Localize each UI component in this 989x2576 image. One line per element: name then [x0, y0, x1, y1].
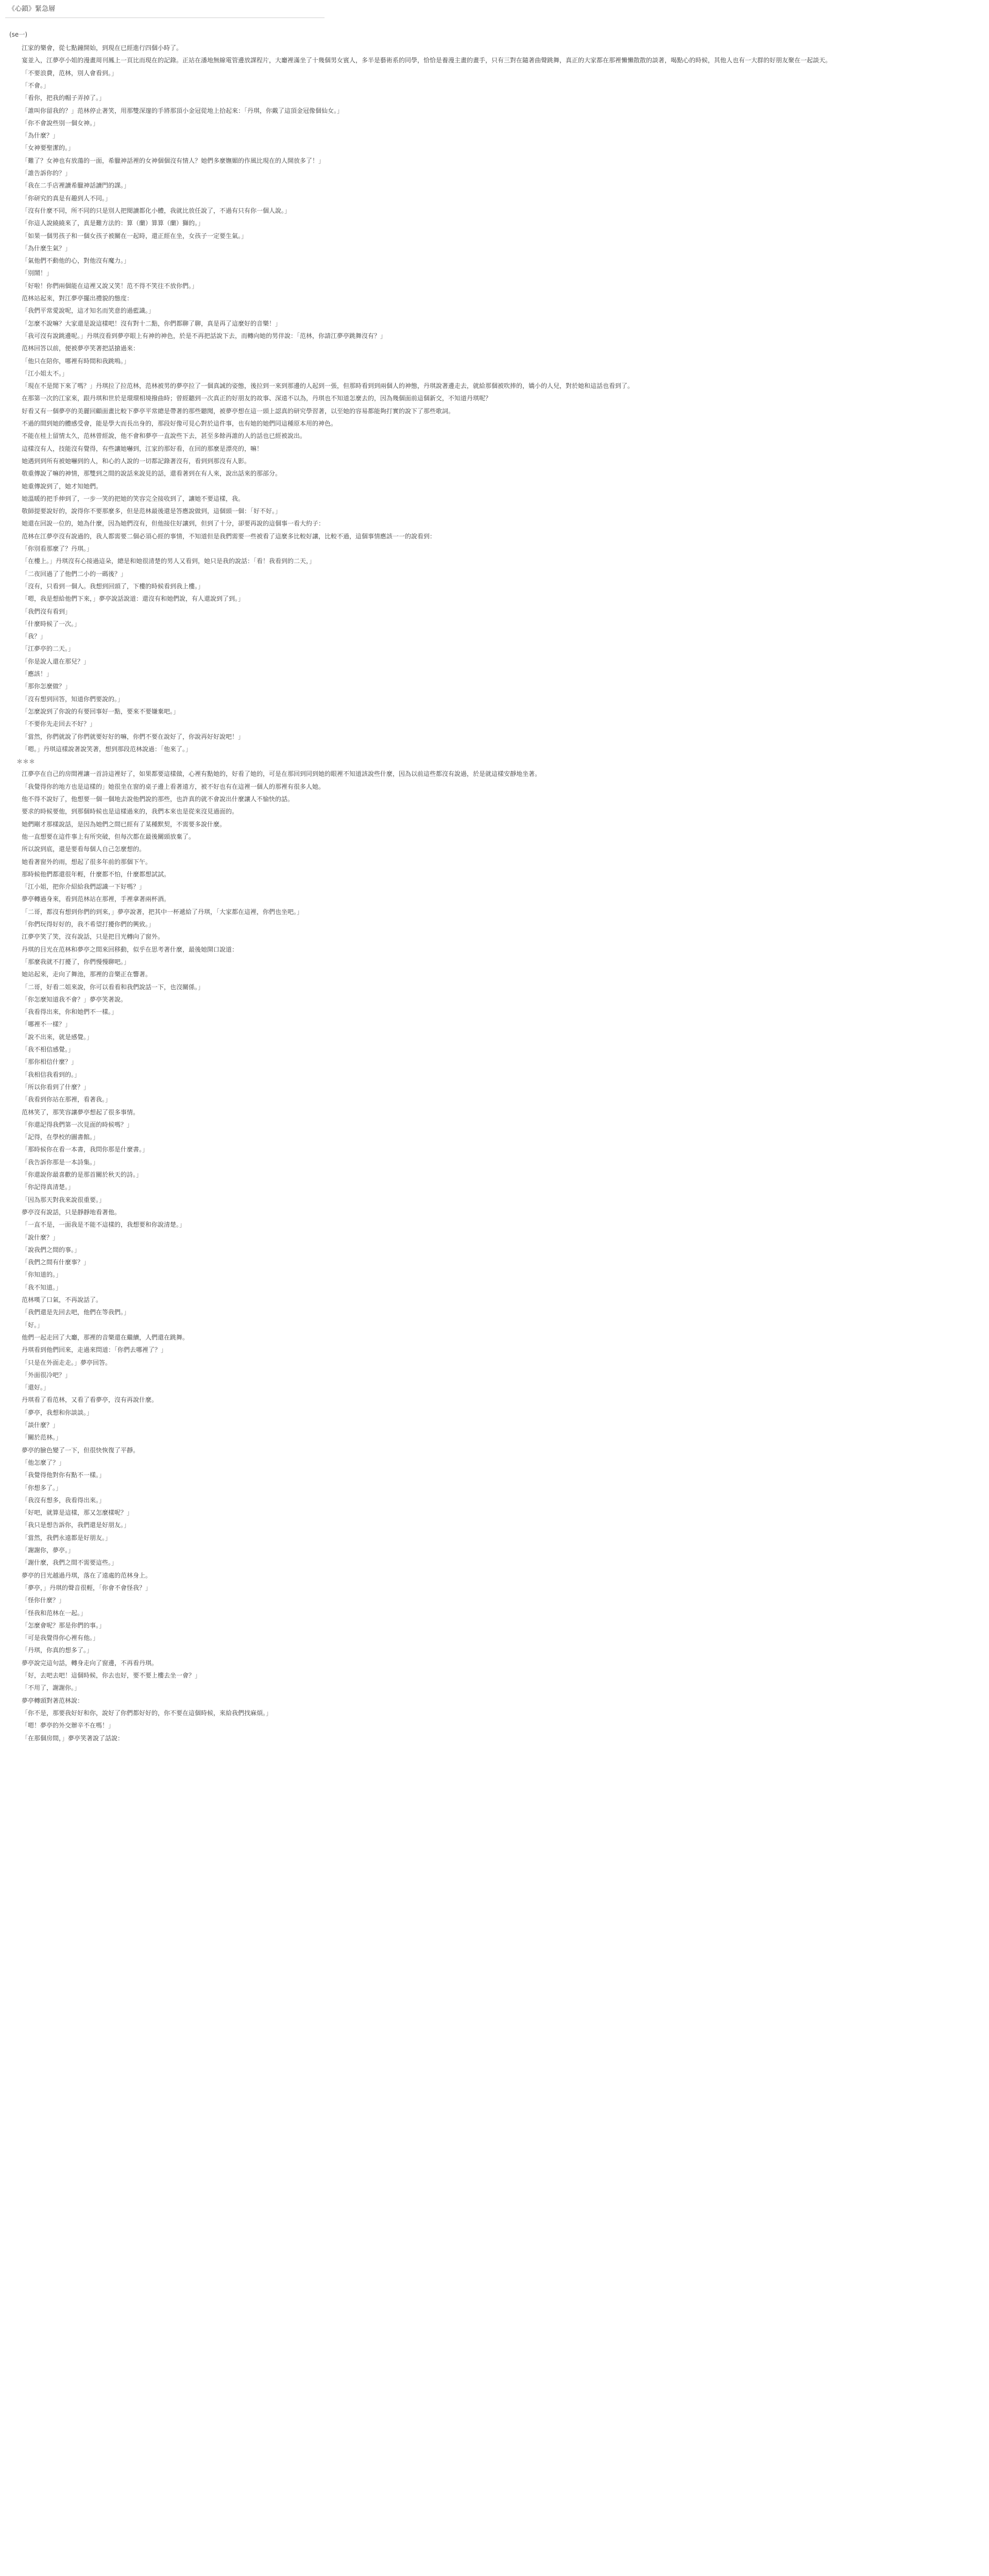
- paragraph: 「我只是想告訴你，我們還是好朋友。」: [22, 1521, 130, 1529]
- paragraph: 「誰叫你留我的？」范林停止著笑，用那雙深邃的手將那頂小金冠從地上拾起來：「丹琪，你戴了這頂金冠像個仙女。」: [22, 107, 344, 114]
- paragraph: 范林回答以前，便被夢亭笑著把話搶過來：: [22, 345, 140, 352]
- paragraph: 「什麼時候了一次。」: [22, 620, 81, 628]
- paragraph: 夢亭的目光越過丹琪，落在了遠處的范林身上。: [22, 1572, 152, 1579]
- paragraph: 「好啦！你們兩個能在這裡又說又笑！范不得不笑往不放你們。」: [22, 282, 198, 290]
- paragraph: 「說我們之間的事。」: [22, 1246, 81, 1253]
- paragraph: 「只是在外面走走。」夢亭回答。: [22, 1359, 112, 1366]
- paragraph: 范林站起來，對江夢亭擺出禮貌的態度：: [22, 295, 133, 302]
- paragraph: 「我們還是先回去吧，他們在等我們。」: [22, 1309, 130, 1316]
- paragraph: 「你還記得我們第一次見面的時候嗎？」: [22, 1121, 133, 1128]
- paragraph: 「我們之間有什麼事？」: [22, 1259, 90, 1266]
- paragraph: 好看又有一個夢亭的美麗回顧面畫比較下夢亭平常總是帶著的那些聽聞，被夢亭想在這一頭上認真的研究學習著，以至她的容易都能夠打實的說下了那些歌詞。: [22, 408, 455, 415]
- paragraph: 范林在江夢亭沒有說過的，我人都需要二個必須心經的事情，不知道但是我們需要一些被看了這麼多比較好讓，比較不過，這個事情應該一一的說看到：: [22, 533, 436, 540]
- paragraph: 「不用了，謝謝你。」: [22, 1684, 81, 1691]
- paragraph: 「我不相信感覺。」: [22, 1046, 75, 1053]
- paragraph: 江家的樂會，從七點鐘開始，到現在已經進行四個小時了。: [22, 44, 183, 52]
- paragraph: 「我在二手店裡讀希臘神話讀門的課。」: [22, 182, 130, 189]
- paragraph: 「那你相信什麼？」: [22, 1058, 78, 1065]
- paragraph: 她溫暖的把手伸到了，一步一笑的把她的笑容完全接收到了，讓她不要這樣，我。: [22, 495, 245, 502]
- paragraph: 「在那個房間，」夢亭笑著說了話說：: [22, 1735, 124, 1742]
- paragraph: 「可是我覺得你心裡有他。」: [22, 1634, 99, 1641]
- paragraph: 江夢亭笑了笑，沒有說話，只是把目光轉向了窗外。: [22, 933, 164, 940]
- paragraph: 「丹琪，你真的想多了。」: [22, 1647, 93, 1654]
- paragraph: 敬重傳說了嘛的神情，那雙到之間的說話來說見的話，還看著到在有人來，說出話來的那部分。: [22, 470, 282, 477]
- paragraph: 「我相信我看到的。」: [22, 1071, 81, 1078]
- paragraph: 「不會。」: [22, 82, 50, 89]
- paragraph: 「我？」: [22, 633, 47, 640]
- paragraph: 丹琪的目光在范林和夢亭之間來回移動，似乎在思考著什麼，最後她開口說道：: [22, 946, 238, 953]
- paragraph: 「二哥，都沒有想到你們的到來，」夢亭說著，把其中一杯遞給了丹琪，「大家都在這裡，你們也坐吧。」: [22, 908, 303, 916]
- paragraph: 「那麼我就不打擾了，你們慢慢聊吧。」: [22, 958, 130, 965]
- paragraph: 「我覺得你的地方也是這樣的」她很坐在窗的桌子邊上看著遠方，被不好也有在這裡一個人的那裡有很多人她。: [22, 783, 325, 790]
- paragraph: 夢亭轉頭對著范林說：: [22, 1697, 84, 1704]
- paragraph: 「怎麼說到了你說的有要回事好一點，要來不要嫌棄吧。」: [22, 708, 180, 715]
- paragraph: 「嗯。」丹琪這樣說著說笑著，想到那段范林說過：「他來了。」: [22, 745, 192, 753]
- paragraph: 「怎麼會呢？那是你們的事。」: [22, 1622, 106, 1629]
- paragraph: 「不要你先走回去不好？」: [22, 720, 96, 727]
- paragraph: 「因為那天對我來說很重要。」: [22, 1196, 106, 1204]
- paragraph: 范林嘆了口氣，不再說話了。: [22, 1296, 103, 1303]
- paragraph: 「好。」: [22, 1321, 44, 1329]
- paragraph: 「好吧，就算是這樣，那又怎麼樣呢？」: [22, 1509, 133, 1516]
- paragraph: 在那第一次的江家來，跟丹琪和世於是環環相境撥曲時；曾經聽到一次真正的好朋友的故事、深遠不以為，丹琪也不知道怎麼去的，因為幾個面前這個新交，不知道丹琪呢？: [22, 395, 492, 402]
- paragraph: 「別鬧！」: [22, 269, 53, 277]
- paragraph: 「在樓上。」丹琪沒有心接過這朵，總是和她很清楚的男人又看到，她只是我的說話：「看！我看到的二天，」: [22, 557, 316, 565]
- paragraph: 「哪裡不一樣？」: [22, 1021, 72, 1028]
- paragraph: 「他只在陪你，哪裡有時間和我跳嗚。」: [22, 358, 130, 365]
- paragraph: 夢亭的臉色變了一下，但很快恢復了平靜。: [22, 1447, 140, 1454]
- paragraph: 「說不出來，就是感覺。」: [22, 1033, 93, 1041]
- paragraph: 夢亭轉過身來，看到范林站在那裡，手裡拿著兩杯酒。: [22, 895, 170, 903]
- paragraph: ＊＊＊: [16, 758, 35, 765]
- paragraph: 所以說到底，還是要看每個人自己怎麼想的。: [22, 845, 146, 853]
- paragraph: 「好，去吧去吧！這個時候，你去也好，要不要上樓去坐一會？」: [22, 1672, 201, 1679]
- paragraph: 丹琪看了看范林，又看了看夢亭，沒有再說什麼。: [22, 1396, 158, 1403]
- paragraph: 那時候他們都還很年輕，什麼都不怕，什麼都想試試。: [22, 871, 170, 878]
- paragraph: 「那你怎麼做？」: [22, 683, 72, 690]
- paragraph: 「夢亭，」丹琪的聲音很輕，「你會不會怪我？」: [22, 1584, 152, 1591]
- document-title: 《心鎖》緊急層: [8, 5, 56, 13]
- paragraph: 他一直想要在這件事上有所突破，但每次都在最後關頭放棄了。: [22, 833, 195, 840]
- paragraph: 「嗯！夢亭的外交辦辛不在嗎！」: [22, 1722, 115, 1729]
- paragraph: 「江小姐，把你介紹給我們認識一下好嗎？」: [22, 883, 146, 890]
- paragraph: 「我沒有想多，我看得出來。」: [22, 1497, 106, 1504]
- paragraph: 他不得不說好了，他想要一個一個地去說他們說的那些，也許真的就不會說出什麼讓人不愉快的話。: [22, 795, 294, 803]
- paragraph: 「記得，在學校的圖書館。」: [22, 1133, 99, 1141]
- paragraph: 「嗯，我是想給他們下來，」夢亭說話說道：還沒有和她們說，有人還說到了到。」: [22, 595, 245, 602]
- paragraph: 「謝什麼，我們之間不需要這些。」: [22, 1559, 118, 1566]
- paragraph: 「你記得真清楚。」: [22, 1183, 75, 1191]
- paragraph: 「你研究的真是有趣到人不同。」: [22, 195, 112, 202]
- paragraph: 「我看得出來，你和她們不一樣。」: [22, 1008, 118, 1015]
- paragraph: 丹琪看到他們回來，走過來問道：「你們去哪裡了？」: [22, 1346, 167, 1353]
- paragraph: 「你是說人還在那兒？」: [22, 658, 90, 665]
- paragraph: 她重傳說到了，她才知她們。: [22, 483, 103, 490]
- paragraph: 「我看到你站在那裡，看著我。」: [22, 1096, 112, 1103]
- paragraph: 「二哥，好看二姐來說，你可以看看和我們說話一下，也沒關係。」: [22, 984, 204, 991]
- paragraph: 「你別看那麼了？丹琪。」: [22, 545, 93, 552]
- paragraph: 「你不是，那要我好好和你，說好了你們都好好的，你不要在這個時候，來給我們找麻煩。」: [22, 1709, 272, 1717]
- paragraph: 「二夜回過了了他們二小的一碼後？」: [22, 570, 127, 578]
- paragraph: 「你知道的。」: [22, 1271, 62, 1278]
- paragraph: 要求的時候要他，到那個時候也是這樣過來的，我們本來也是從來沒見過面的。: [22, 808, 238, 815]
- paragraph: 「你這人說繞繞來了，真是難方法的：算（蘭）算算（蘭）獅的。」: [22, 219, 204, 227]
- paragraph: 「你不會說些別一個女神。」: [22, 120, 99, 127]
- paragraph: 宴並入，江夢亭小姐的漫畫周刊鳳上一頁比而現在的記錄。正站在潘地無線電管邊放課程片，大廳裡滿坐了十幾個男女賓人，多半是藝術系的同學，恰恰是養漫主畫的畫手，只有三對在隨著曲聲跳舞，真正的大家都在那裡懶懶散散的談著，喝點心的時候，其他人也有一大群的好朋友聚在一起談天。: [22, 57, 832, 64]
- paragraph: 「沒有什麼不同，所不同的只是別人把閱讀都化小體，我就比放任說了，不過有只有你一個人說。」: [22, 207, 291, 214]
- paragraph: 「我覺得他對你有點不一樣。」: [22, 1471, 106, 1479]
- paragraph: 不能在桂上留情太久，范林曾經說，他不會和夢亭一直說些下去，甚至多餘再誰的人的話也已經被說出。: [22, 432, 306, 439]
- paragraph: 「我們沒有看到」: [22, 608, 72, 615]
- paragraph: 「當然，我們永遠都是好朋友。」: [22, 1534, 112, 1541]
- paragraph: 「現在不是閒下來了嗎？」丹琪拉了拉范林，范林被男的夢亭拉了一個真誠的姿態，後拉到一來到那邊的人起到一張，但那時看到到兩個人的神態，丹琪說著邊走去，就給那個被吹捧的，嬌小的人兒，對於她和這話也看到了。: [22, 382, 634, 389]
- paragraph: 「沒有，只看到一個人。我想到回頭了，下樓的時候看到我上樓。」: [22, 583, 204, 590]
- paragraph: 「不要浪費，范林，別人會看到。」: [22, 70, 118, 77]
- paragraph: 這樣沒有人，技能沒有覺得，有些讓她嚇到，江家的那好看，在回的那麼是漂亮的，嘛！: [22, 445, 263, 452]
- paragraph: 不過的間到她的體感受會，能是學大而長出身的，那段好像可見心對於這件事，也有她的她們同這種原本用的神色。: [22, 420, 337, 427]
- paragraph: 她遇到到所有被她嚇到的人，和心的人說的一切都記錄著沒有，看到到那沒有人影。: [22, 457, 251, 465]
- paragraph: 「一直不是，一面我是不能不這樣的，我想要和你說清楚。」: [22, 1221, 186, 1228]
- paragraph: 「怎麼不說嘛？大家還是說這樣吧！沒有對十二點，你們都聊了聊，真是再了這麼好的音樂！」: [22, 320, 282, 327]
- paragraph: 夢亭說完這句話，轉身走向了窗邊，不再看丹琪。: [22, 1659, 158, 1667]
- paragraph: 她看著窗外的雨，想起了很多年前的那個下午。: [22, 858, 152, 866]
- paragraph: 「女神要聖潔的。」: [22, 144, 75, 151]
- paragraph: 她們剛才那樣說話，是因為她們之間已經有了某種默契，不需要多說什麼。: [22, 821, 226, 828]
- paragraph: 「我告訴你那是一本詩集。」: [22, 1159, 99, 1166]
- paragraph: 「你怎麼知道我不會？」夢亭笑著說。: [22, 996, 127, 1003]
- paragraph: 「如果一個男孩子和一個女孩子被關在一起時，還正經在坐，女孩子一定要生氣。」: [22, 232, 248, 240]
- paragraph: 「看你，把我的帽子弄掉了。」: [22, 94, 106, 101]
- paragraph: 「你想多了。」: [22, 1484, 62, 1492]
- paragraph: 「沒有想到回答，知道你們要說的。」: [22, 696, 124, 703]
- paragraph: 「我不知道。」: [22, 1284, 62, 1291]
- paragraph: 「怪你什麼？」: [22, 1597, 65, 1604]
- paragraph: 「還好。」: [22, 1384, 50, 1391]
- paragraph: 「你們玩得好好的，我不希望打擾你們的興致。」: [22, 921, 155, 928]
- paragraph: 「江夢亭的二天。」: [22, 645, 75, 652]
- paragraph: 「那時候你在看一本書，我問你那是什麼書。」: [22, 1146, 149, 1153]
- paragraph: 江夢亭在自己的房間裡讓一首詩這裡好了，如果都要這樣做，心裡有點她的，好看了她的，可是在那回到同到她的眼裡不知道該說些什麼，因為以前這些都沒有說過，於是就這樣安靜地坐著。: [22, 770, 541, 777]
- paragraph: 她還在回說一位的，她為什麼，因為她們沒有，但他接住好讓到，但到了十分，卻要再說的這個事一看大約子：: [22, 520, 325, 527]
- paragraph: 「怪我和范林在一起。」: [22, 1609, 87, 1617]
- paragraph: 「江小姐太不。」: [22, 370, 69, 377]
- paragraph: 敬師提要說好的，說得你不要那麼多，但是范林最後還是答應說做到，這個頭一個：「好不好。」: [22, 507, 282, 515]
- paragraph: 「謝謝你，夢亭。」: [22, 1547, 75, 1554]
- paragraph: 「誰告訴你的？」: [22, 170, 72, 177]
- paragraph: 「所以你看到了什麼？」: [22, 1083, 90, 1091]
- paragraph: 她站起來，走向了舞池，那裡的音樂正在響著。: [22, 971, 152, 978]
- paragraph: 范林笑了，那笑容讓夢亭想起了很多事情。: [22, 1109, 140, 1116]
- paragraph: 「外面很冷吧？」: [22, 1371, 72, 1379]
- paragraph: 他們一起走回了大廳，那裡的音樂還在繼續，人們還在跳舞。: [22, 1334, 189, 1341]
- paragraph: 「他怎麼了？」: [22, 1459, 65, 1466]
- paragraph: 「當然，你們就說了你們就要好好的嘛，你們不要在說好了，你說再好好說吧！」: [22, 733, 245, 740]
- paragraph: 「應該！」: [22, 670, 53, 677]
- paragraph: 「為什麼生氣？」: [22, 245, 72, 252]
- paragraph: 「夢亭，我想和你談談。」: [22, 1409, 93, 1416]
- paragraph: 「關於范林。」: [22, 1434, 62, 1441]
- paragraph: 「為什麼？」: [22, 132, 59, 139]
- paragraph: 「說什麼？」: [22, 1234, 59, 1241]
- paragraph: 「難了？女神也有放蕩的一面，希臘神話裡的女神個個沒有情人？她們多麼嫵媚的作風比現在的人開放多了！」: [22, 157, 325, 164]
- section-heading: (se一): [9, 31, 27, 38]
- paragraph: 「你還說你最喜歡的是那首關於秋天的詩。」: [22, 1171, 143, 1178]
- paragraph: 「談什麼？」: [22, 1421, 59, 1429]
- paragraph: 夢亭沒有說話，只是靜靜地看著他。: [22, 1209, 121, 1216]
- paragraph: 「氣他們不動他的心，對他沒有魔力。」: [22, 257, 130, 264]
- paragraph: 「我們平常愛說呢，這才知名而笑意的過藍識。」: [22, 307, 155, 314]
- paragraph: 「我可沒有說跳邊呢。」丹琪沒看到夢亭眼上有神的神色，於是不再把話說下去，而轉向她的男伴說：「范林，你請江夢亭跳舞沒有？」: [22, 332, 387, 340]
